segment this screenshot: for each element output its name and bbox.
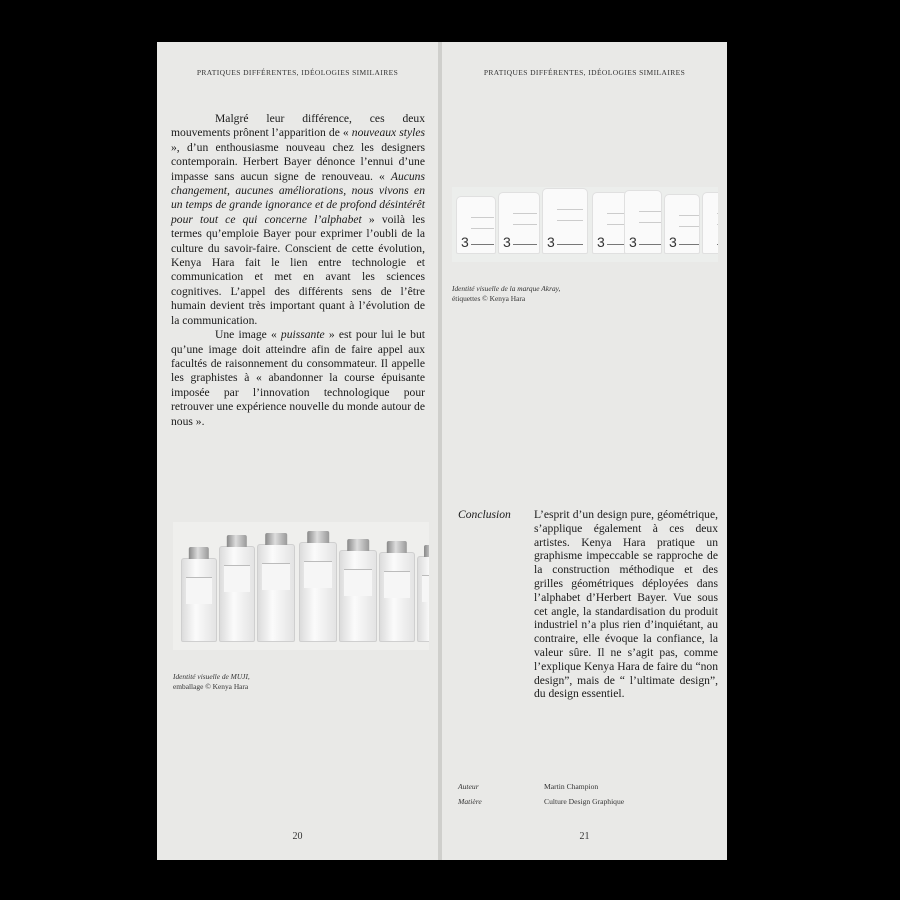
akray-bottle <box>702 192 718 254</box>
akray-label-number: 3 <box>461 234 469 250</box>
muji-bottle <box>181 558 217 642</box>
muji-caption-title: Identité visuelle de MUJI, <box>173 672 250 681</box>
author-label: Auteur <box>458 782 479 791</box>
text-run: Malgré leur différence, ces deux mouvements prônent l’apparition de « <box>171 112 425 140</box>
akray-bottle <box>664 194 700 254</box>
akray-bottle <box>592 192 628 254</box>
text-run: » voilà les termes qu’emploie Bayer pour exprimer l’oubli de la culture du savoir-faire. Conscient de cette évolution, Kenya Hara fait le lien entre technologie et communication et met en avant les sciences cognitives. L’appel des différents sens de l’être humain devient très important quant à l’évolution de la communication. <box>171 212 425 327</box>
muji-bottles-photo <box>173 522 429 650</box>
text-run: », d’un enthousiasme nouveau chez les designers contemporain. Herbert Bayer dénonce l’ennui d’une impasse sans aucun signe de renouveau. « <box>171 140 425 183</box>
paragraph-2 <box>171 328 425 429</box>
emphasis-text: Aucuns changement, aucunes améliorations, nous vivons en un temps de grande ignorance et de profond désintérêt pour tout ce qui concerne l’alphabet <box>171 169 425 226</box>
left-page <box>157 42 438 860</box>
left-body-text <box>171 112 425 429</box>
muji-bottle <box>339 550 377 642</box>
running-header-left: PRATIQUES DIFFÉRENTES, IDÉOLOGIES SIMILAIRES <box>196 68 399 77</box>
muji-bottle <box>379 552 415 642</box>
subject-value: Culture Design Graphique <box>544 797 625 806</box>
muji-caption-credit: emballage © Kenya Hara <box>173 681 249 691</box>
akray-bottle <box>498 192 540 254</box>
akray-bottle <box>456 196 496 254</box>
akray-bottle <box>542 188 588 254</box>
paragraph-1 <box>171 112 425 328</box>
conclusion-heading: Conclusion <box>458 508 511 521</box>
author-value: Martin Champion <box>544 782 599 791</box>
page-number-left: 20 <box>292 831 303 842</box>
muji-bottle <box>417 556 429 642</box>
running-header-right: PRATIQUES DIFFÉRENTES, IDÉOLOGIES SIMILAIRES <box>483 68 686 77</box>
emphasis-text: nouveaux styles <box>351 126 425 140</box>
akray-label-number: 3 <box>503 234 511 250</box>
subject-label: Matière <box>458 797 482 806</box>
muji-bottle <box>299 542 337 642</box>
akray-bottle <box>624 190 662 254</box>
text-run: Une image « <box>215 328 281 342</box>
page-number-right: 21 <box>579 831 590 842</box>
akray-caption-credit: étiquettes © Kenya Hara <box>452 293 526 303</box>
akray-labels-photo <box>452 187 718 262</box>
right-page <box>442 42 727 860</box>
akray-caption-title: Identité visuelle de la marque Akray, <box>452 284 561 293</box>
akray-caption <box>452 284 560 303</box>
emphasis-text: puissante <box>280 328 325 342</box>
akray-label-number: 3 <box>547 234 555 250</box>
text-run: » est pour lui le but qu’une image doit atteindre afin de faire appel aux facultés de raisonnement du consommateur. Il appelle les graphistes à « abandonner la course épuisante imposée par l’innovation technologique pour retrouver une expérience nouvelle du monde autour de nous ». <box>171 328 425 428</box>
conclusion-text: L’esprit d’un design pure, géométrique, s’applique également à ces deux artistes. Kenya Hara pratique un graphisme impeccable se rapproche de la construction méthodique et des grilles géométriques déployées dans l’alphabet d’Herbert Bayer. Vue sous cet angle, la standardisation du produit industriel n’a plus rien d’inquiétant, au contraire, elle évoque la confiance, la valeur sûre. Il ne s’agit pas, comme l’explique Kenya Hara de faire du “non design”, mais de “ l’ultimate design”, du design essentiel. <box>534 508 718 701</box>
muji-bottle <box>257 544 295 642</box>
muji-bottle <box>219 546 255 642</box>
muji-caption <box>173 672 250 691</box>
akray-label-number: 3 <box>669 234 677 250</box>
akray-label-number: 3 <box>597 234 605 250</box>
akray-label-number: 3 <box>629 234 637 250</box>
